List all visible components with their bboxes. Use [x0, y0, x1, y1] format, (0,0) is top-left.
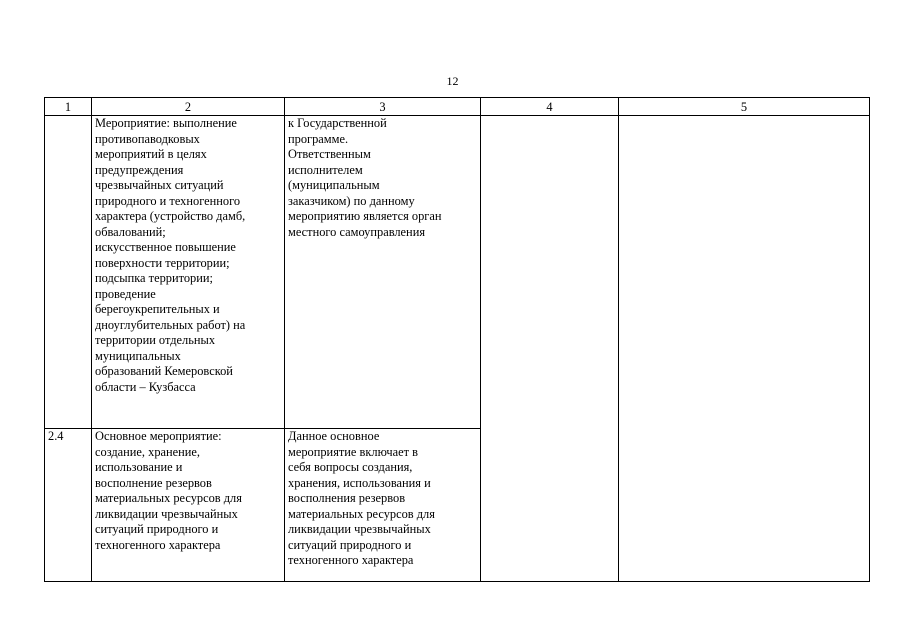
header-cell-1: 1 [45, 98, 92, 116]
measure-name-text: Основное мероприятие: создание, хранение, использование и восполнение резервов материальных ресурсов для ликвидации чрезвычайных ситуаций природного и техногенного характера [95, 429, 242, 552]
page-number: 12 [446, 74, 459, 88]
column-5-cell [619, 116, 870, 582]
header-cell-3: 3 [285, 98, 481, 116]
header-cell-2: 2 [92, 98, 285, 116]
measure-name-cell [92, 116, 285, 429]
table-header-row [45, 98, 870, 116]
measure-description-text: к Государственной программе. Ответственным исполнителем (муниципальным заказчиком) по данному мероприятию является орган местного самоуправления [288, 116, 442, 239]
row-number-cell: 2.4 [45, 429, 92, 582]
program-measures-table [44, 97, 870, 582]
measure-description-cell [285, 429, 481, 582]
header-cell-5: 5 [619, 98, 870, 116]
measure-description-cell [285, 116, 481, 429]
column-4-cell [481, 116, 619, 582]
measure-name-text: Мероприятие: выполнение противопаводковых мероприятий в целях предупреждения чрезвычайных ситуаций природного и техногенного характера (устройство дамб, обвалований; искусственное повышение поверхности территории; подсыпка территории; проведение берегоукрепительных и дноуглубительных работ) на территории отдельных муниципальных образований Кемеровской области – Кузбасса [95, 116, 246, 394]
header-cell-4: 4 [481, 98, 619, 116]
row-number-cell [45, 116, 92, 429]
measure-description-text: Данное основное мероприятие включает в себя вопросы создания, хранения, использования и восполнения резервов материальных ресурсов для ликвидации чрезвычайных ситуаций природного и техногенного характера [288, 429, 435, 567]
measure-name-cell [92, 429, 285, 582]
table-row [45, 116, 870, 429]
